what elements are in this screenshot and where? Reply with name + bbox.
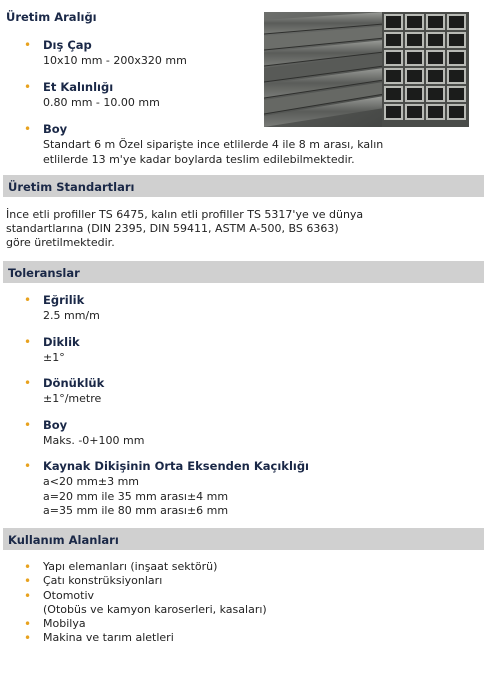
- item-text: ±1°: [43, 351, 65, 364]
- item-text-line: Standart 6 m Özel siparişte ince etlilerde 4 ile 8 m arası, kalın: [43, 138, 384, 151]
- item-text: [43, 138, 383, 167]
- steel-profiles-photo: [264, 12, 469, 127]
- bullet-dot-icon: •: [24, 335, 32, 349]
- list-item-text: Mobilya: [43, 617, 86, 631]
- item-title: Dönüklük: [43, 376, 105, 390]
- item-text-line: a=35 mm ile 80 mm arası±6 mm: [43, 504, 229, 517]
- bullet-dot-icon: •: [24, 293, 32, 307]
- item-text-line: a<20 mm±3 mm: [43, 475, 140, 488]
- bullet-dot-icon: •: [24, 459, 32, 473]
- bullet-dot-icon: •: [24, 560, 32, 574]
- item-text: Maks. -0+100 mm: [43, 434, 145, 447]
- list-item-et-kalinligi: [24, 80, 160, 111]
- item-text: ±1°/metre: [43, 392, 102, 405]
- section-title-tolerances: Toleranslar: [8, 266, 80, 280]
- list-item-text: (Otobüs ve kamyon karoserleri, kasaları): [43, 602, 267, 616]
- list-item-text: Yapı elemanları (inşaat sektörü): [43, 560, 218, 573]
- section-header-standards: [3, 175, 484, 197]
- list-item-diklik: [24, 335, 80, 366]
- item-title: Boy: [43, 122, 68, 136]
- item-text: [43, 475, 309, 519]
- bullet-dot-icon: •: [24, 418, 32, 432]
- bullet-dot-icon: •: [24, 122, 32, 136]
- list-item-text: Çatı konstrüksiyonları: [43, 574, 163, 588]
- list-item: [24, 574, 267, 588]
- item-title: Kaynak Dikişinin Orta Eksenden Kaçıklığı: [43, 459, 309, 473]
- section-header-usage: [3, 528, 484, 550]
- bullet-dot-icon: •: [24, 80, 32, 94]
- item-text-line: etlilerde 13 m'ye kadar boylarda teslim edilebilmektedir.: [43, 152, 355, 166]
- paragraph-line: göre üretilmektedir.: [6, 236, 115, 250]
- bullet-dot-icon: •: [24, 631, 32, 646]
- list-item: [24, 589, 267, 618]
- section-header-tolerances: [3, 261, 484, 283]
- paragraph-line: İnce etli profiller TS 6475, kalın etli profiller TS 5317'ye ve dünya: [6, 208, 364, 221]
- list-item-text: Makina ve tarım aletleri: [43, 631, 174, 645]
- item-text: 0.80 mm - 10.00 mm: [43, 96, 160, 109]
- list-item-boy-tolerance: [24, 418, 144, 449]
- item-text-line: a=20 mm ile 35 mm arası±4 mm: [43, 489, 229, 503]
- item-text: 2.5 mm/m: [43, 309, 100, 322]
- item-title: Et Kalınlığı: [43, 80, 114, 94]
- item-title: Dış Çap: [43, 38, 92, 52]
- section-title-standards: Üretim Standartları: [8, 180, 135, 194]
- section-title-usage: Kullanım Alanları: [8, 533, 119, 547]
- usage-list: [24, 560, 267, 646]
- item-title: Boy: [43, 418, 68, 432]
- bullet-dot-icon: •: [24, 376, 32, 390]
- bullet-dot-icon: •: [24, 588, 32, 603]
- paragraph-line: standartlarına (DIN 2395, DIN 59411, ASTM A-500, BS 6363): [6, 222, 339, 236]
- item-text: 10x10 mm - 200x320 mm: [43, 54, 187, 67]
- bullet-dot-icon: •: [24, 574, 32, 589]
- list-item: [24, 560, 267, 574]
- list-item-donukluk: [24, 376, 104, 407]
- list-item-text: Otomotiv: [43, 588, 95, 602]
- list-item-kaynak-dikisi: [24, 459, 309, 519]
- standards-paragraph: [6, 208, 426, 251]
- list-item-boy: [24, 122, 383, 167]
- bullet-dot-icon: •: [24, 38, 32, 52]
- bullet-dot-icon: •: [24, 617, 32, 632]
- item-title: Eğrilik: [43, 293, 85, 307]
- list-item: [24, 631, 267, 645]
- list-item: [24, 617, 267, 631]
- section-title-production-range: Üretim Aralığı: [6, 10, 97, 24]
- list-item-dis-cap: [24, 38, 187, 69]
- item-title: Diklik: [43, 335, 80, 349]
- list-item-egrilik: [24, 293, 100, 324]
